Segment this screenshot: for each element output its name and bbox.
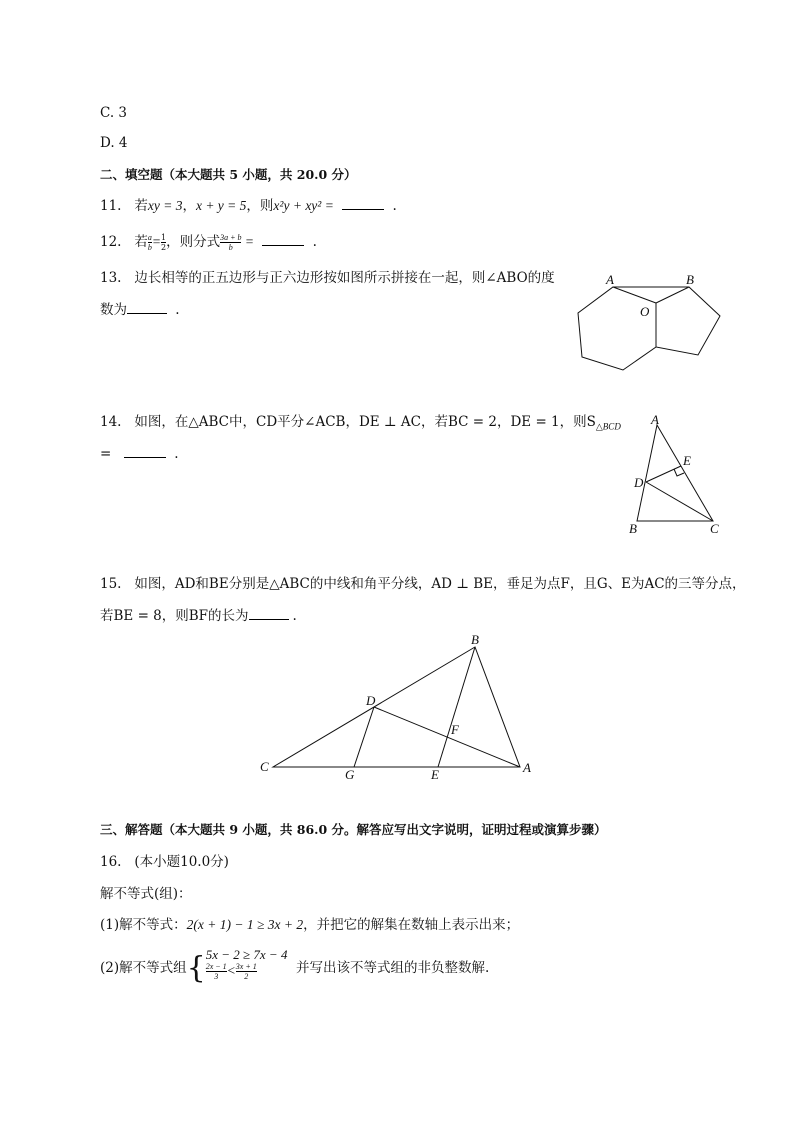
question-15	[100, 574, 746, 594]
q16-intro: 解不等式(组)：	[100, 886, 192, 902]
q13-text-line1: 边长相等的正五边形与正六边形按如图所示拼接在一起，则∠ABO的度	[134, 270, 555, 286]
option-c: C. 3	[100, 105, 128, 121]
q14-subscript: △BCD	[595, 421, 621, 432]
q13-answer-blank[interactable]	[127, 301, 167, 314]
q12-fraction-half: $\frac{1}{2}$	[160, 233, 167, 252]
q15-answer-blank[interactable]	[249, 607, 289, 620]
fig13-label-a: A	[606, 272, 614, 287]
q13-end: .	[175, 302, 180, 318]
q16-part1-label: (1)解不等式：	[100, 917, 187, 933]
fig14-label-e: E	[683, 453, 691, 468]
q11-expr1: xy = 3	[147, 198, 183, 213]
segment-be	[438, 647, 475, 767]
triangle-abc	[273, 647, 520, 767]
q11-expr3: x²y + xy² =	[273, 198, 334, 213]
q12-number: 12.	[100, 234, 122, 250]
q12-eq2: =	[241, 234, 254, 249]
q11-expr2: x + y = 5	[195, 198, 247, 213]
q11-number: 11.	[100, 198, 122, 214]
question-12	[100, 232, 317, 252]
segment-cd	[646, 482, 713, 521]
q13-text-line2: 数为	[100, 302, 127, 318]
section2-title: 二、填空题（本大题共 5 小题，共 20.0 分）	[100, 167, 357, 182]
system-eq1: 5x − 2 ≥ 7x − 4	[205, 947, 288, 962]
fig14-label-d: D	[634, 475, 644, 490]
q16-part1	[100, 915, 519, 935]
q16-part2-tail: 并写出该不等式组的非负整数解.	[296, 960, 490, 976]
q15-text-line2: 若BE = 8，则BF的长为	[100, 608, 249, 624]
q12-mid: ，则分式	[166, 234, 221, 250]
q14-text-line1: 如图，在△ABC中，CD平分∠ACB，DE ⊥ AC，若BC = 2，DE = 1，则S	[134, 414, 596, 430]
pentagon-shape	[656, 287, 720, 355]
q14-eq: =	[100, 446, 112, 462]
fig14-label-a: A	[651, 412, 659, 427]
q14-answer-blank[interactable]	[124, 445, 166, 458]
figure-13-pentagon-hexagon	[575, 270, 735, 380]
hexagon-shape	[578, 287, 656, 370]
fig13-label-o: O	[640, 304, 650, 319]
segment-dg	[354, 707, 374, 767]
fig15-label-g: G	[345, 767, 355, 782]
system-brace: {	[186, 950, 206, 986]
q11-sep: ，	[182, 198, 196, 214]
fig15-label-a: A	[523, 760, 531, 775]
q11-prefix: 若	[134, 198, 148, 214]
q11-end: .	[392, 198, 397, 214]
figure-15-triangle	[255, 630, 545, 785]
q12-eq: =	[151, 234, 161, 249]
q12-answer-blank[interactable]	[262, 233, 304, 246]
section3-title: 三、解答题（本大题共 9 小题，共 86.0 分。解答应写出文字说明，证明过程或演算步骤）	[100, 822, 607, 837]
q12-prefix: 若	[134, 234, 148, 250]
fig15-label-f: F	[451, 722, 459, 737]
question-13-line2	[100, 300, 180, 320]
q11-answer-blank[interactable]	[342, 197, 384, 210]
question-15-line2	[100, 606, 297, 626]
right-angle-mark	[674, 469, 684, 476]
q16-part1-tail: ，并把它的解集在数轴上表示出来；	[303, 917, 520, 933]
q12-fraction-expr: $\frac{3a + b}{b}$	[220, 233, 242, 252]
fig15-label-c: C	[260, 759, 269, 774]
fig14-label-c: C	[710, 521, 719, 536]
inequality-system	[205, 947, 288, 981]
figure-14-triangle	[625, 410, 725, 535]
fig15-label-e: E	[431, 767, 439, 782]
q15-number: 15.	[100, 576, 122, 592]
question-14	[100, 412, 621, 437]
question-14-line2	[100, 444, 179, 464]
q14-end: .	[174, 446, 179, 462]
q12-end: .	[312, 234, 317, 250]
q14-number: 14.	[100, 414, 122, 430]
system-eq2: $\frac{2x - 1}{3}$ < $\frac{3x + 1}{2}$	[205, 962, 257, 981]
q11-mid: ，则	[246, 198, 274, 214]
fig15-label-b: B	[471, 632, 479, 647]
question-11	[100, 196, 397, 216]
q16-part1-expr: 2(x + 1) − 1 ≥ 3x + 2	[186, 917, 304, 932]
q15-text-line1: 如图，AD和BE分别是△ABC的中线和角平分线，AD ⊥ BE，垂足为点F，且G、E为AC的三等分点，	[134, 576, 746, 592]
triangle-abc	[637, 425, 713, 521]
q16-part2	[100, 947, 490, 986]
question-16-header	[100, 852, 229, 872]
q13-number: 13.	[100, 270, 122, 286]
fig13-label-b: B	[686, 272, 694, 287]
q16-score: (本小题10.0分)	[134, 854, 229, 870]
q16-number: 16.	[100, 854, 122, 870]
question-13	[100, 268, 555, 288]
fig15-label-d: D	[366, 693, 376, 708]
fig14-label-b: B	[629, 521, 637, 536]
q16-part2-label: (2)解不等式组	[100, 960, 187, 976]
q15-end: .	[292, 608, 297, 624]
q12-fraction-ab: $\frac{a}{b}$	[147, 233, 152, 252]
option-d: D. 4	[100, 135, 128, 151]
